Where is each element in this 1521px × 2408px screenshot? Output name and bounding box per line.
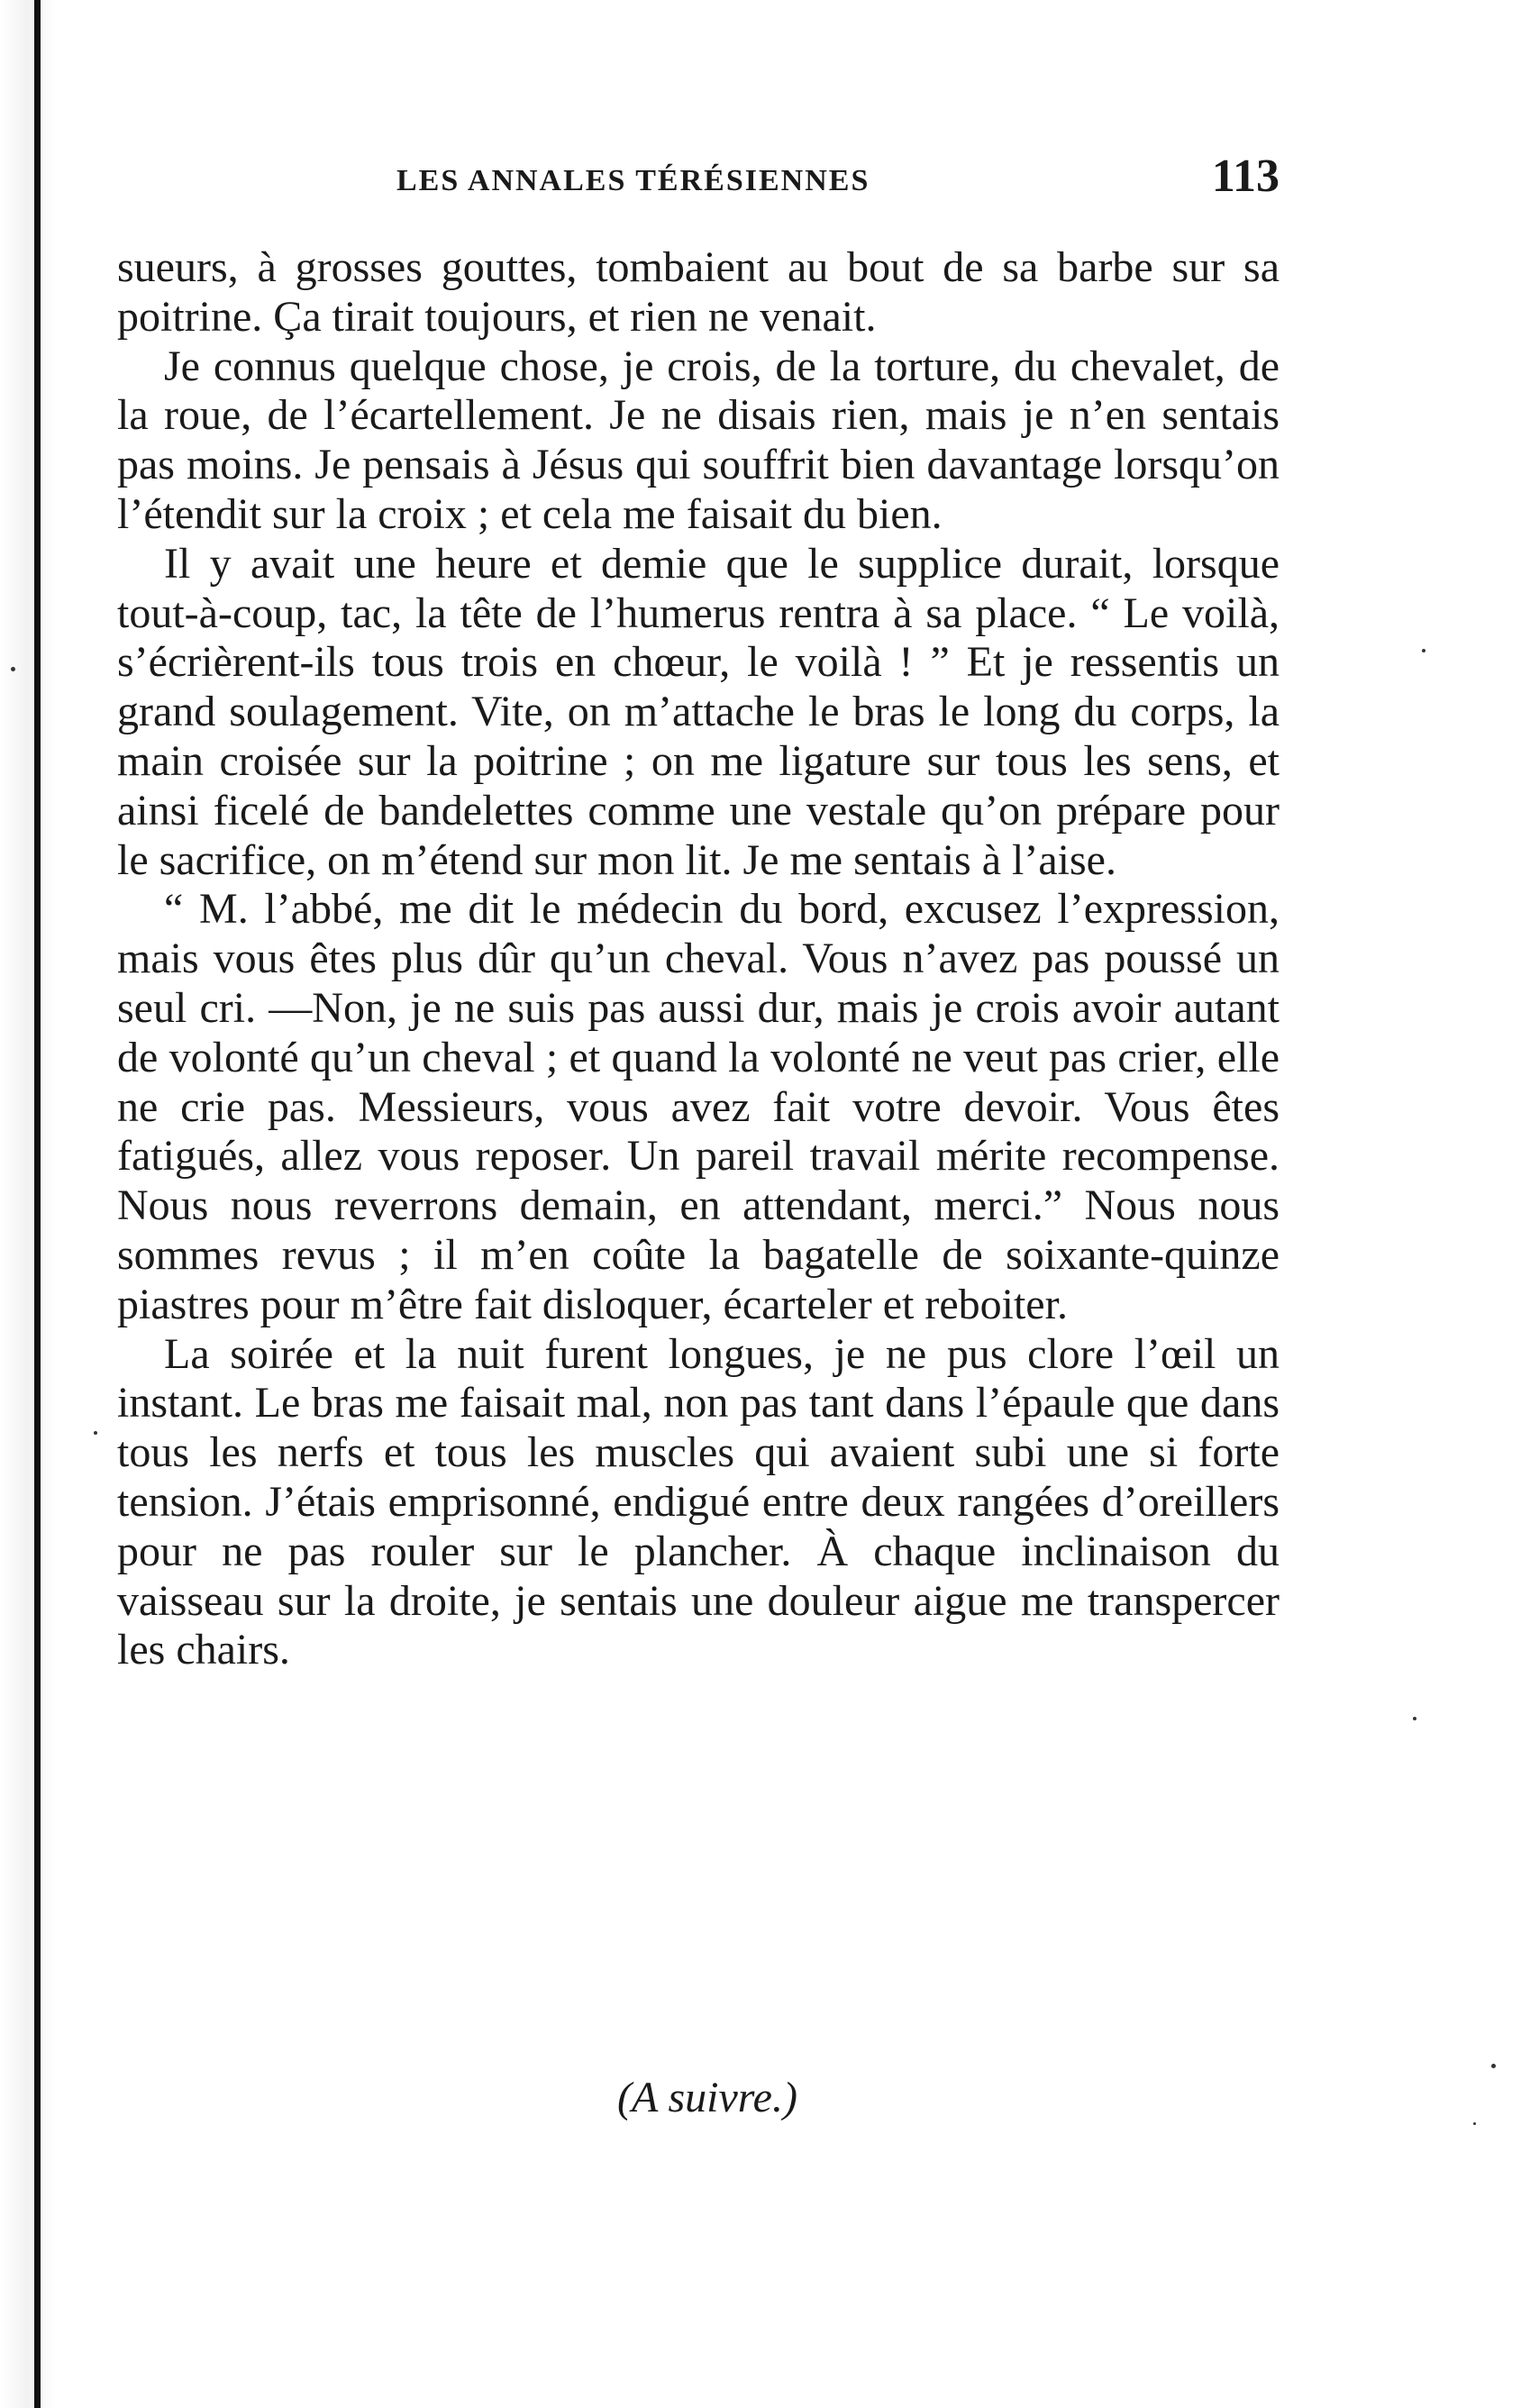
ink-speck: [11, 667, 15, 671]
paragraph: La soirée et la nuit furent longues, je ne pus clore l’œil un instant. Le bras me faisait mal, non pas tant dans l’épaule que dans tous les nerfs et tous les muscles qui avaient subi une si forte tension. J’étais emprisonné, endigué entre deux rangées d’oreillers pour ne pas rouler sur le plancher. À chaque inclinaison du vaisseau sur la droite, je sentais une douleur aigue me transpercer les chairs.: [117, 1329, 1280, 1674]
continued-note: [117, 2073, 1280, 2122]
book-page: [117, 0, 1280, 2408]
running-head: [117, 144, 1280, 207]
ink-speck: [1491, 2064, 1496, 2068]
continued-note-text: (A suivre.): [617, 2074, 797, 2121]
binding-edge: [0, 0, 56, 2408]
ink-speck: [1413, 1717, 1416, 1720]
body-text: [117, 243, 1280, 1675]
book-spine-line: [34, 0, 41, 2408]
page-number: 113: [1211, 150, 1280, 202]
ink-speck: [94, 1431, 97, 1435]
paragraph: Il y avait une heure et demie que le supplice durait, lorsque tout-à-coup, tac, la tête de l’humerus rentra à sa place. “ Le voilà, s’écrièrent-ils tous trois en chœur, le voilà ! ” Et je ressentis un grand soulagement. Vite, on m’attache le bras le long du corps, la main croisée sur la poitrine ; on me ligature sur tous les sens, et ainsi ficelé de bandelettes comme une vestale qu’on prépare pour le sacrifice, on m’étend sur mon lit. Je me sentais à l’aise.: [117, 539, 1280, 884]
paragraph: sueurs, à grosses gouttes, tombaient au bout de sa barbe sur sa poitrine. Ça tirait toujours, et rien ne venait.: [117, 243, 1280, 341]
running-title: LES ANNALES TÉRÉSIENNES: [396, 164, 870, 197]
paragraph: Je connus quelque chose, je crois, de la torture, du chevalet, de la roue, de l’écartellement. Je ne disais rien, mais je n’en sentais pas moins. Je pensais à Jésus qui souffrit bien davantage lorsqu’on l’étendit sur la croix ; et cela me faisait du bien.: [117, 342, 1280, 538]
ink-speck: [1473, 2122, 1476, 2125]
paragraph: “ M. l’abbé, me dit le médecin du bord, excusez l’expression, mais vous êtes plus dûr qu’un cheval. Vous n’avez pas poussé un seul cri. —Non, je ne suis pas aussi dur, mais je crois avoir autant de volonté qu’un cheval ; et quand la volonté ne veut pas crier, elle ne crie pas. Messieurs, vous avez fait votre devoir. Vous êtes fatigués, allez vous reposer. Un pareil travail mérite recompense. Nous nous reverrons demain, en attendant, merci.” Nous nous sommes revus ; il m’en coûte la bagatelle de soixante-quinze piastres pour m’être fait disloquer, écarteler et reboiter.: [117, 885, 1280, 1328]
ink-speck: [1422, 649, 1425, 652]
